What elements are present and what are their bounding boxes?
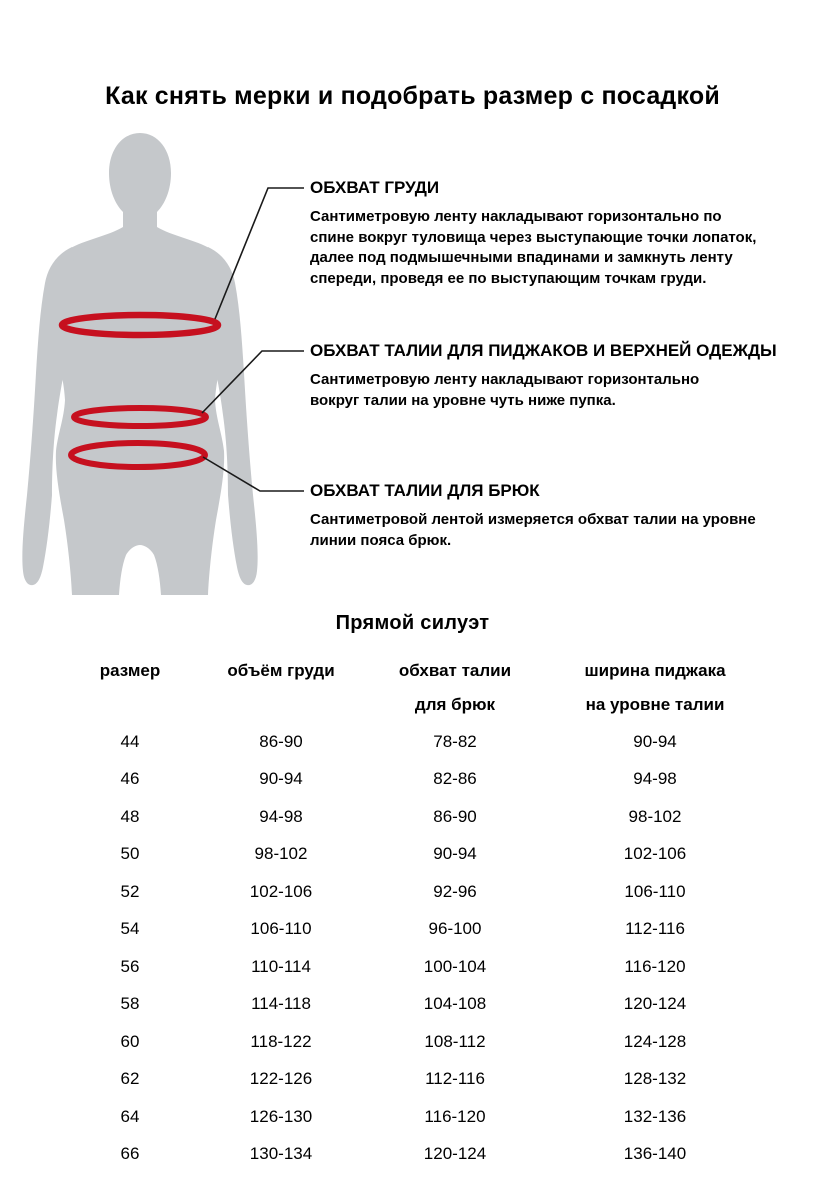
table-cell: 82-86	[433, 769, 477, 789]
table-row	[45, 1098, 747, 1136]
size-table-header	[45, 661, 747, 723]
measurement-annotation-trouser-waist	[310, 480, 800, 551]
table-cell: 120-124	[423, 1144, 487, 1164]
table-cell: 106-110	[250, 919, 312, 939]
table-cell: 60	[120, 1031, 140, 1051]
table-cell: 48	[120, 806, 140, 826]
table-cell: 98-102	[254, 844, 308, 864]
table-cell: 116-120	[624, 956, 686, 976]
col-header-size: размер	[99, 661, 161, 680]
table-cell: 118-122	[250, 1031, 312, 1051]
male-silhouette-figure	[10, 125, 330, 605]
table-cell: 114-118	[251, 994, 311, 1014]
table-title: Прямой силуэт	[335, 612, 490, 634]
table-cell: 136-140	[623, 1144, 687, 1164]
table-cell: 98-102	[628, 806, 682, 826]
table-cell: 58	[120, 994, 140, 1014]
measurement-illustration	[0, 125, 825, 625]
table-cell: 120-124	[623, 994, 687, 1014]
table-row	[45, 836, 747, 874]
table-cell: 56	[120, 956, 140, 976]
table-cell: 124-128	[623, 1031, 687, 1051]
page-title: Как снять мерки и подобрать размер с посадкой	[105, 82, 720, 110]
table-row	[45, 948, 747, 986]
table-cell: 102-106	[623, 844, 687, 864]
table-cell: 130-134	[249, 1144, 313, 1164]
table-row	[45, 911, 747, 949]
table-cell: 104-108	[423, 994, 487, 1014]
table-cell: 92-96	[433, 881, 477, 901]
table-row	[45, 798, 747, 836]
table-cell: 94-98	[633, 769, 677, 789]
annotation-description: Сантиметровую ленту накладывают горизонтально вокруг талии на уровне чуть ниже пупка.	[310, 371, 700, 409]
table-cell: 100-104	[423, 956, 487, 976]
col-header-jacket-width: ширина пиджака на уровне талии	[584, 661, 726, 714]
silhouette-body	[48, 133, 233, 595]
table-cell: 46	[120, 769, 140, 789]
table-cell: 94-98	[259, 806, 303, 826]
table-row	[45, 1023, 747, 1061]
table-cell: 50	[120, 844, 140, 864]
table-cell: 102-106	[249, 881, 313, 901]
table-cell: 78-82	[433, 731, 477, 751]
col-header-chest: объём груди	[227, 661, 335, 680]
size-table	[45, 661, 747, 1173]
table-cell: 44	[120, 731, 140, 751]
table-cell: 96-100	[428, 919, 482, 939]
annotation-description: Сантиметровую ленту накладывают горизонтально по спине вокруг туловища через выступающие точки лопаток, далее под подмышечными впадинами и замкнуть ленту спереди, проведя ее по выступающим точкам груди.	[310, 208, 757, 288]
table-cell: 106-110	[624, 881, 686, 901]
table-row	[45, 986, 747, 1024]
size-chart-section	[0, 612, 825, 1173]
table-cell: 126-130	[249, 1106, 313, 1126]
size-table-body	[45, 723, 747, 1173]
table-row	[45, 761, 747, 799]
annotation-heading: ОБХВАТ ГРУДИ	[310, 178, 440, 197]
annotation-description: Сантиметровой лентой измеряется обхват талии на уровне линии пояса брюк.	[310, 511, 756, 549]
table-cell: 112-116	[625, 919, 685, 939]
table-cell: 132-136	[623, 1106, 687, 1126]
table-row	[45, 723, 747, 761]
table-cell: 86-90	[259, 731, 303, 751]
table-row	[45, 873, 747, 911]
table-row	[45, 1061, 747, 1099]
col-header-trouser-waist: обхват талии для брюк	[398, 661, 512, 714]
table-cell: 62	[120, 1069, 140, 1089]
table-cell: 112-116	[425, 1069, 485, 1089]
table-cell: 64	[120, 1106, 140, 1126]
annotation-heading: ОБХВАТ ТАЛИИ ДЛЯ БРЮК	[310, 481, 540, 500]
table-cell: 86-90	[433, 806, 477, 826]
table-cell: 128-132	[623, 1069, 687, 1089]
table-cell: 108-112	[424, 1031, 486, 1051]
table-cell: 54	[120, 919, 140, 939]
annotation-heading: ОБХВАТ ТАЛИИ ДЛЯ ПИДЖАКОВ И ВЕРХНЕЙ ОДЕЖДЫ	[310, 341, 777, 360]
table-cell: 110-114	[251, 956, 311, 976]
table-cell: 90-94	[433, 844, 477, 864]
table-cell: 122-126	[249, 1069, 313, 1089]
measurement-annotation-chest	[310, 177, 770, 290]
table-cell: 116-120	[424, 1106, 486, 1126]
table-cell: 90-94	[633, 731, 677, 751]
table-row	[45, 1136, 747, 1174]
table-cell: 66	[120, 1144, 140, 1164]
table-cell: 90-94	[259, 769, 303, 789]
table-cell: 52	[120, 881, 140, 901]
measurement-annotation-jacket-waist	[310, 340, 815, 411]
